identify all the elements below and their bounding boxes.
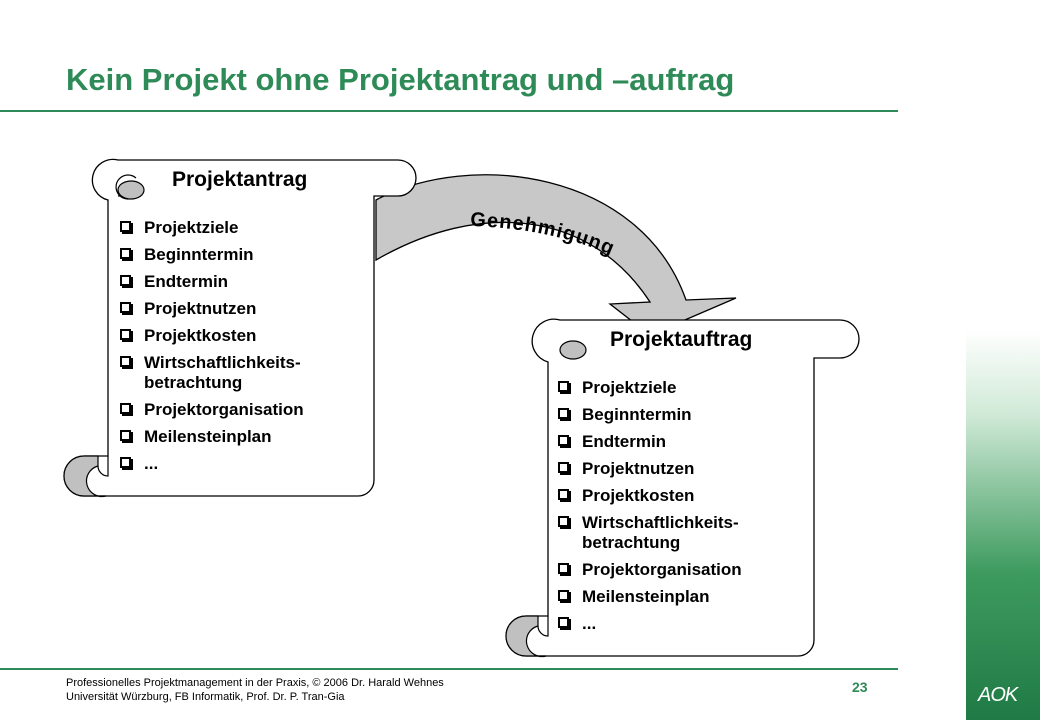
slide-title: Kein Projekt ohne Projektantrag und –auftrag	[66, 62, 735, 97]
auftrag-item-text: Meilensteinplan	[582, 587, 710, 606]
auftrag-item-text: Projektnutzen	[582, 459, 695, 478]
antrag-item-text: Projektorganisation	[144, 400, 304, 419]
checkbox-bullet-icon	[120, 356, 131, 367]
checkbox-bullet-icon	[120, 403, 131, 414]
checkbox-bullet-icon	[120, 275, 131, 286]
checkbox-bullet-icon	[558, 489, 569, 500]
antrag-item	[120, 299, 304, 319]
auftrag-item	[558, 513, 742, 553]
page-number: 23	[852, 679, 868, 695]
antrag-item-text: Meilensteinplan	[144, 427, 272, 446]
checkbox-bullet-icon	[120, 457, 131, 468]
auftrag-item	[558, 560, 742, 580]
checkbox-bullet-icon	[558, 590, 569, 601]
approval-arrow	[376, 175, 736, 335]
antrag-title: Projektantrag	[172, 168, 308, 191]
checkbox-bullet-icon	[558, 462, 569, 473]
checkbox-bullet-icon	[558, 617, 569, 628]
auftrag-title: Projektauftrag	[610, 328, 753, 351]
auftrag-item	[558, 459, 742, 479]
antrag-item-text: Beginntermin	[144, 245, 254, 264]
checkbox-bullet-icon	[558, 563, 569, 574]
auftrag-item-text: Beginntermin	[582, 405, 692, 424]
antrag-item-text: Endtermin	[144, 272, 229, 291]
aok-logo: AOK	[978, 684, 1018, 706]
checkbox-bullet-icon	[558, 381, 569, 392]
footer-line-2: Universität Würzburg, FB Informatik, Prof. Dr. P. Tran-Gia	[66, 691, 345, 703]
antrag-item-text: ...	[144, 454, 159, 473]
checkbox-bullet-icon	[120, 302, 131, 313]
antrag-item	[120, 218, 304, 238]
auftrag-item	[558, 587, 742, 607]
auftrag-item-text: Projektkosten	[582, 486, 695, 505]
checkbox-bullet-icon	[558, 516, 569, 527]
antrag-item	[120, 454, 304, 474]
checkbox-bullet-icon	[558, 435, 569, 446]
antrag-item	[120, 272, 304, 292]
antrag-item-text: Projektziele	[144, 218, 239, 237]
auftrag-item	[558, 378, 742, 398]
auftrag-item-text: Projektorganisation	[582, 560, 742, 579]
antrag-item-text: Projektkosten	[144, 326, 257, 345]
footer	[66, 676, 444, 704]
checkbox-bullet-icon	[120, 430, 131, 441]
auftrag-item-text: Projektziele	[582, 378, 677, 397]
antrag-list	[120, 218, 304, 481]
antrag-item-text: Projektnutzen	[144, 299, 257, 318]
antrag-item-text: Wirtschaftlichkeits- betrachtung	[144, 353, 301, 392]
checkbox-bullet-icon	[120, 248, 131, 259]
antrag-item	[120, 245, 304, 265]
auftrag-item	[558, 432, 742, 452]
antrag-item	[120, 353, 304, 393]
footer-line-1: Professionelles Projektmanagement in der Praxis, © 2006 Dr. Harald Wehnes	[66, 677, 444, 689]
auftrag-item	[558, 405, 742, 425]
checkbox-bullet-icon	[558, 408, 569, 419]
antrag-item	[120, 427, 304, 447]
auftrag-item	[558, 614, 742, 634]
auftrag-item-text: ...	[582, 614, 597, 633]
checkbox-bullet-icon	[120, 329, 131, 340]
footer-divider	[0, 668, 898, 670]
auftrag-item	[558, 486, 742, 506]
auftrag-item-text: Wirtschaftlichkeits- betrachtung	[582, 513, 739, 552]
auftrag-list	[558, 378, 742, 641]
antrag-item	[120, 400, 304, 420]
auftrag-item-text: Endtermin	[582, 432, 667, 451]
checkbox-bullet-icon	[120, 221, 131, 232]
arrow-label: Genehmigung	[469, 208, 619, 260]
brand-bar	[966, 330, 1040, 720]
antrag-item	[120, 326, 304, 346]
